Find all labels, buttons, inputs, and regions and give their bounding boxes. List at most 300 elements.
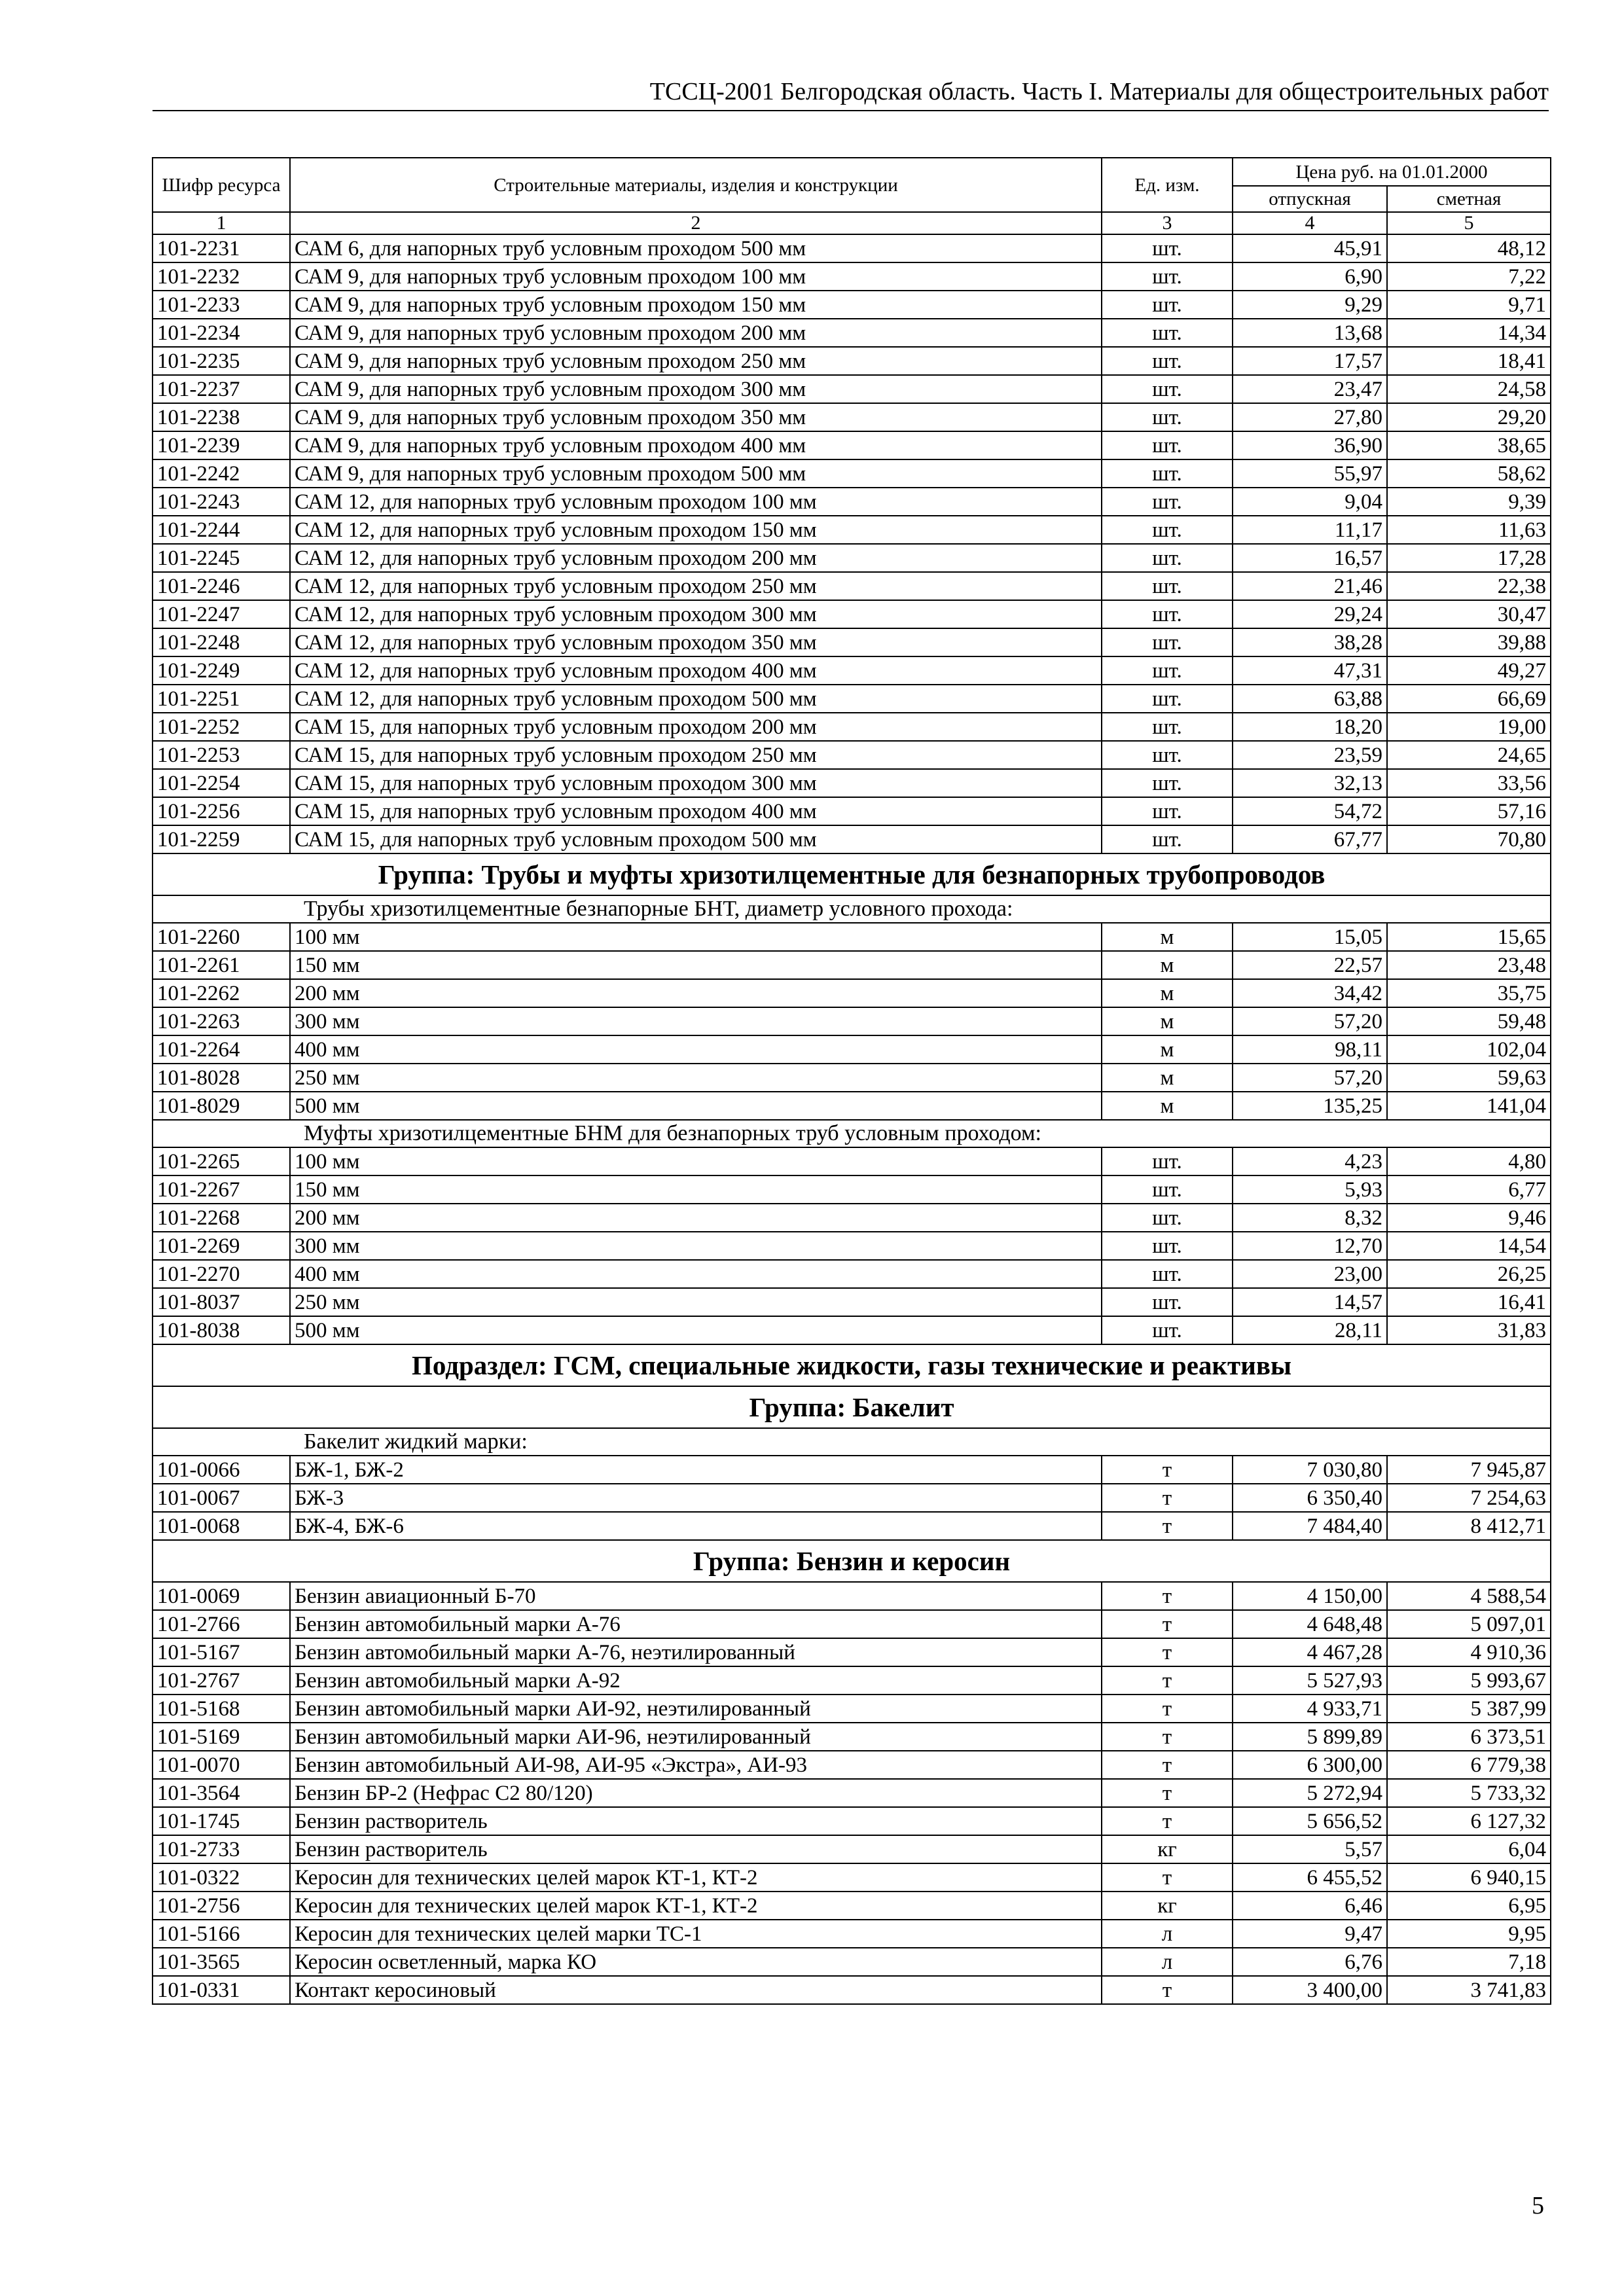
material-name: БЖ-4, БЖ-6 — [290, 1512, 1102, 1540]
resource-code: 101-2248 — [153, 628, 290, 656]
table-row — [153, 1484, 1551, 1512]
unit: т — [1102, 1863, 1233, 1892]
table-row — [153, 979, 1551, 1007]
table-row — [153, 825, 1551, 853]
resource-code: 101-2269 — [153, 1232, 290, 1260]
material-name: САМ 15, для напорных труб условным проходом 400 мм — [290, 797, 1102, 825]
price-release: 8,32 — [1233, 1204, 1387, 1232]
col-header-price-group: Цена руб. на 01.01.2000 — [1233, 158, 1551, 186]
resource-code: 101-2245 — [153, 544, 290, 572]
material-name: САМ 9, для напорных труб условным проходом 300 мм — [290, 375, 1102, 403]
col-header-unit: Ед. изм. — [1102, 158, 1233, 212]
price-estimate: 33,56 — [1387, 769, 1551, 797]
material-name: БЖ-3 — [290, 1484, 1102, 1512]
unit: шт. — [1102, 1204, 1233, 1232]
table-row — [153, 347, 1551, 375]
price-estimate: 48,12 — [1387, 234, 1551, 262]
price-release: 135,25 — [1233, 1092, 1387, 1120]
price-release: 6,46 — [1233, 1892, 1387, 1920]
material-name: САМ 15, для напорных труб условным проходом 500 мм — [290, 825, 1102, 853]
subgroup-heading — [153, 895, 1551, 923]
unit: т — [1102, 1638, 1233, 1666]
resource-code: 101-2265 — [153, 1147, 290, 1175]
material-name: Контакт керосиновый — [290, 1976, 1102, 2004]
price-estimate: 9,71 — [1387, 291, 1551, 319]
unit: шт. — [1102, 459, 1233, 488]
resource-code: 101-2260 — [153, 923, 290, 951]
material-name: САМ 9, для напорных труб условным проходом 400 мм — [290, 431, 1102, 459]
price-release: 36,90 — [1233, 431, 1387, 459]
price-estimate: 7 254,63 — [1387, 1484, 1551, 1512]
price-estimate: 6,95 — [1387, 1892, 1551, 1920]
price-estimate: 70,80 — [1387, 825, 1551, 853]
table-row — [153, 951, 1551, 979]
material-name: 250 мм — [290, 1288, 1102, 1316]
material-name: Бензин авиационный Б-70 — [290, 1582, 1102, 1610]
resource-code: 101-2237 — [153, 375, 290, 403]
resource-code: 101-5168 — [153, 1695, 290, 1723]
price-estimate: 24,65 — [1387, 741, 1551, 769]
table-row — [153, 628, 1551, 656]
price-release: 23,59 — [1233, 741, 1387, 769]
price-release: 6 300,00 — [1233, 1751, 1387, 1779]
resource-code: 101-8038 — [153, 1316, 290, 1344]
unit: шт. — [1102, 825, 1233, 853]
unit: шт. — [1102, 544, 1233, 572]
price-estimate: 22,38 — [1387, 572, 1551, 600]
unit: шт. — [1102, 319, 1233, 347]
unit: шт. — [1102, 685, 1233, 713]
resource-code: 101-0069 — [153, 1582, 290, 1610]
material-name: САМ 12, для напорных труб условным проходом 150 мм — [290, 516, 1102, 544]
table-row — [153, 291, 1551, 319]
table-row — [153, 1920, 1551, 1948]
table-row — [153, 1779, 1551, 1807]
resource-code: 101-0067 — [153, 1484, 290, 1512]
unit: т — [1102, 1484, 1233, 1512]
unit: шт. — [1102, 1147, 1233, 1175]
unit: шт. — [1102, 375, 1233, 403]
table-row — [153, 1092, 1551, 1120]
table-row — [153, 544, 1551, 572]
table-row — [153, 1175, 1551, 1204]
unit: т — [1102, 1512, 1233, 1540]
price-release: 55,97 — [1233, 459, 1387, 488]
resource-code: 101-2270 — [153, 1260, 290, 1288]
price-release: 6,90 — [1233, 262, 1387, 291]
subgroup-heading-text: Трубы хризотилцементные безнапорные БНТ, диаметр условного прохода: — [153, 895, 1551, 923]
price-release: 18,20 — [1233, 713, 1387, 741]
material-name: 250 мм — [290, 1064, 1102, 1092]
material-name: 150 мм — [290, 1175, 1102, 1204]
price-estimate: 15,65 — [1387, 923, 1551, 951]
price-release: 13,68 — [1233, 319, 1387, 347]
price-release: 11,17 — [1233, 516, 1387, 544]
material-name: САМ 9, для напорных труб условным проходом 250 мм — [290, 347, 1102, 375]
material-name: 200 мм — [290, 979, 1102, 1007]
material-name: 100 мм — [290, 1147, 1102, 1175]
resource-code: 101-0322 — [153, 1863, 290, 1892]
price-estimate: 5 733,32 — [1387, 1779, 1551, 1807]
material-name: Керосин для технических целей марок КТ-1, КТ-2 — [290, 1863, 1102, 1892]
unit: т — [1102, 1456, 1233, 1484]
price-release: 9,29 — [1233, 291, 1387, 319]
table-row — [153, 1751, 1551, 1779]
price-estimate: 39,88 — [1387, 628, 1551, 656]
table-row — [153, 1976, 1551, 2004]
price-estimate: 5 097,01 — [1387, 1610, 1551, 1638]
price-release: 5 272,94 — [1233, 1779, 1387, 1807]
resource-code: 101-2235 — [153, 347, 290, 375]
price-estimate: 6,77 — [1387, 1175, 1551, 1204]
price-release: 6,76 — [1233, 1948, 1387, 1976]
table-row — [153, 1723, 1551, 1751]
price-release: 16,57 — [1233, 544, 1387, 572]
resource-code: 101-2242 — [153, 459, 290, 488]
price-release: 63,88 — [1233, 685, 1387, 713]
col-header-price-release: отпускная — [1233, 186, 1387, 212]
unit: шт. — [1102, 516, 1233, 544]
table-row — [153, 234, 1551, 262]
resource-code: 101-5166 — [153, 1920, 290, 1948]
price-release: 9,04 — [1233, 488, 1387, 516]
resource-code: 101-2254 — [153, 769, 290, 797]
price-release: 54,72 — [1233, 797, 1387, 825]
resource-code: 101-2256 — [153, 797, 290, 825]
price-estimate: 57,16 — [1387, 797, 1551, 825]
group-heading — [153, 1386, 1551, 1428]
material-name: САМ 12, для напорных труб условным проходом 100 мм — [290, 488, 1102, 516]
table-row — [153, 1610, 1551, 1638]
unit: шт. — [1102, 1175, 1233, 1204]
group-heading-text: Группа: Трубы и муфты хризотилцементные для безнапорных трубопроводов — [153, 853, 1551, 895]
unit: шт. — [1102, 656, 1233, 685]
unit: шт. — [1102, 262, 1233, 291]
table-row — [153, 488, 1551, 516]
unit: шт. — [1102, 1316, 1233, 1344]
col-number: 5 — [1387, 212, 1551, 234]
resource-code: 101-3565 — [153, 1948, 290, 1976]
resource-code: 101-2259 — [153, 825, 290, 853]
resource-code: 101-2238 — [153, 403, 290, 431]
resource-code: 101-2766 — [153, 1610, 290, 1638]
resource-code: 101-0070 — [153, 1751, 290, 1779]
resource-code: 101-0066 — [153, 1456, 290, 1484]
material-name: САМ 12, для напорных труб условным проходом 250 мм — [290, 572, 1102, 600]
price-release: 6 455,52 — [1233, 1863, 1387, 1892]
table-row — [153, 600, 1551, 628]
material-name: САМ 9, для напорных труб условным проходом 150 мм — [290, 291, 1102, 319]
table-row — [153, 375, 1551, 403]
material-name: 400 мм — [290, 1035, 1102, 1064]
unit: шт. — [1102, 291, 1233, 319]
price-estimate: 8 412,71 — [1387, 1512, 1551, 1540]
price-estimate: 59,48 — [1387, 1007, 1551, 1035]
resource-code: 101-2231 — [153, 234, 290, 262]
col-header-price-estimate: сметная — [1387, 186, 1551, 212]
resource-code: 101-2756 — [153, 1892, 290, 1920]
table-row — [153, 1892, 1551, 1920]
material-name: Бензин растворитель — [290, 1807, 1102, 1835]
subsection-heading-text: Подраздел: ГСМ, специальные жидкости, газы технические и реактивы — [153, 1344, 1551, 1386]
material-name: 500 мм — [290, 1316, 1102, 1344]
material-name: Бензин автомобильный марки А-92 — [290, 1666, 1102, 1695]
price-release: 34,42 — [1233, 979, 1387, 1007]
price-release: 6 350,40 — [1233, 1484, 1387, 1512]
col-number: 1 — [153, 212, 290, 234]
material-name: САМ 12, для напорных труб условным проходом 400 мм — [290, 656, 1102, 685]
unit: м — [1102, 951, 1233, 979]
subgroup-heading — [153, 1120, 1551, 1147]
price-release: 5 899,89 — [1233, 1723, 1387, 1751]
resource-code: 101-8029 — [153, 1092, 290, 1120]
subsection-heading — [153, 1344, 1551, 1386]
price-estimate: 58,62 — [1387, 459, 1551, 488]
unit: шт. — [1102, 572, 1233, 600]
material-name: 500 мм — [290, 1092, 1102, 1120]
table-row — [153, 1232, 1551, 1260]
price-estimate: 6 940,15 — [1387, 1863, 1551, 1892]
unit: т — [1102, 1666, 1233, 1695]
unit: шт. — [1102, 234, 1233, 262]
subgroup-heading — [153, 1428, 1551, 1456]
price-estimate: 5 993,67 — [1387, 1666, 1551, 1695]
table-row — [153, 713, 1551, 741]
table-row — [153, 1035, 1551, 1064]
resource-code: 101-2244 — [153, 516, 290, 544]
page-number: 5 — [1532, 2192, 1544, 2219]
unit: шт. — [1102, 1260, 1233, 1288]
unit: шт. — [1102, 431, 1233, 459]
price-estimate: 11,63 — [1387, 516, 1551, 544]
resource-code: 101-2252 — [153, 713, 290, 741]
unit: м — [1102, 923, 1233, 951]
resource-code: 101-8037 — [153, 1288, 290, 1316]
price-estimate: 3 741,83 — [1387, 1976, 1551, 2004]
price-estimate: 7 945,87 — [1387, 1456, 1551, 1484]
price-estimate: 7,22 — [1387, 262, 1551, 291]
table-row — [153, 769, 1551, 797]
unit: т — [1102, 1723, 1233, 1751]
price-release: 7 030,80 — [1233, 1456, 1387, 1484]
table-row — [153, 1695, 1551, 1723]
subgroup-heading-text: Муфты хризотилцементные БНМ для безнапорных труб условным проходом: — [153, 1120, 1551, 1147]
price-estimate: 4 588,54 — [1387, 1582, 1551, 1610]
table-row — [153, 741, 1551, 769]
price-estimate: 14,54 — [1387, 1232, 1551, 1260]
price-release: 45,91 — [1233, 234, 1387, 262]
table-row — [153, 656, 1551, 685]
price-estimate: 59,63 — [1387, 1064, 1551, 1092]
material-name: САМ 15, для напорных труб условным проходом 200 мм — [290, 713, 1102, 741]
unit: шт. — [1102, 403, 1233, 431]
table-row — [153, 1863, 1551, 1892]
material-name: САМ 9, для напорных труб условным проходом 100 мм — [290, 262, 1102, 291]
resource-code: 101-2261 — [153, 951, 290, 979]
price-release: 14,57 — [1233, 1288, 1387, 1316]
price-release: 28,11 — [1233, 1316, 1387, 1344]
price-estimate: 6 373,51 — [1387, 1723, 1551, 1751]
resource-code: 101-2733 — [153, 1835, 290, 1863]
unit: л — [1102, 1948, 1233, 1976]
unit: шт. — [1102, 1232, 1233, 1260]
unit: т — [1102, 1610, 1233, 1638]
resource-code: 101-2253 — [153, 741, 290, 769]
price-release: 47,31 — [1233, 656, 1387, 685]
material-name: 100 мм — [290, 923, 1102, 951]
price-release: 5,57 — [1233, 1835, 1387, 1863]
price-estimate: 26,25 — [1387, 1260, 1551, 1288]
price-estimate: 6 127,32 — [1387, 1807, 1551, 1835]
table-row — [153, 1316, 1551, 1344]
price-estimate: 14,34 — [1387, 319, 1551, 347]
subgroup-heading-text: Бакелит жидкий марки: — [153, 1428, 1551, 1456]
resource-code: 101-2268 — [153, 1204, 290, 1232]
price-release: 67,77 — [1233, 825, 1387, 853]
material-name: БЖ-1, БЖ-2 — [290, 1456, 1102, 1484]
price-estimate: 7,18 — [1387, 1948, 1551, 1976]
unit: м — [1102, 1035, 1233, 1064]
table-row — [153, 1064, 1551, 1092]
material-name: Бензин автомобильный марки АИ-92, неэтилированный — [290, 1695, 1102, 1723]
price-release: 38,28 — [1233, 628, 1387, 656]
price-estimate: 18,41 — [1387, 347, 1551, 375]
group-heading-text: Группа: Бакелит — [153, 1386, 1551, 1428]
resource-code: 101-2247 — [153, 600, 290, 628]
price-estimate: 19,00 — [1387, 713, 1551, 741]
unit: кг — [1102, 1835, 1233, 1863]
group-heading-text: Группа: Бензин и керосин — [153, 1540, 1551, 1582]
table-row — [153, 923, 1551, 951]
resource-code: 101-2239 — [153, 431, 290, 459]
material-name: Бензин автомобильный марки А-76, неэтилированный — [290, 1638, 1102, 1666]
unit: шт. — [1102, 713, 1233, 741]
resource-code: 101-3564 — [153, 1779, 290, 1807]
unit: шт. — [1102, 797, 1233, 825]
price-release: 21,46 — [1233, 572, 1387, 600]
material-name: Бензин автомобильный марки АИ-96, неэтилированный — [290, 1723, 1102, 1751]
resource-code: 101-5169 — [153, 1723, 290, 1751]
resource-code: 101-0068 — [153, 1512, 290, 1540]
material-name: САМ 12, для напорных труб условным проходом 350 мм — [290, 628, 1102, 656]
col-number: 2 — [290, 212, 1102, 234]
table-row — [153, 262, 1551, 291]
price-estimate: 66,69 — [1387, 685, 1551, 713]
table-row — [153, 319, 1551, 347]
price-estimate: 6 779,38 — [1387, 1751, 1551, 1779]
table-row — [153, 459, 1551, 488]
resource-code: 101-1745 — [153, 1807, 290, 1835]
material-name: САМ 6, для напорных труб условным проходом 500 мм — [290, 234, 1102, 262]
price-estimate: 141,04 — [1387, 1092, 1551, 1120]
unit: т — [1102, 1976, 1233, 2004]
material-name: Керосин для технических целей марки ТС-1 — [290, 1920, 1102, 1948]
price-release: 29,24 — [1233, 600, 1387, 628]
table-row — [153, 572, 1551, 600]
resource-code: 101-2262 — [153, 979, 290, 1007]
material-name: Бензин растворитель — [290, 1835, 1102, 1863]
col-number: 4 — [1233, 212, 1387, 234]
table-row — [153, 1260, 1551, 1288]
resource-code: 101-2233 — [153, 291, 290, 319]
material-name: 400 мм — [290, 1260, 1102, 1288]
table-row — [153, 1948, 1551, 1976]
table-row — [153, 403, 1551, 431]
unit: шт. — [1102, 600, 1233, 628]
price-release: 4 933,71 — [1233, 1695, 1387, 1723]
column-number-row — [153, 212, 1551, 234]
unit: м — [1102, 1007, 1233, 1035]
table-row — [153, 1666, 1551, 1695]
resource-code: 101-2767 — [153, 1666, 290, 1695]
price-release: 4,23 — [1233, 1147, 1387, 1175]
table-row — [153, 797, 1551, 825]
unit: кг — [1102, 1892, 1233, 1920]
table-row — [153, 516, 1551, 544]
material-name: САМ 15, для напорных труб условным проходом 300 мм — [290, 769, 1102, 797]
material-name: 200 мм — [290, 1204, 1102, 1232]
price-estimate: 6,04 — [1387, 1835, 1551, 1863]
col-header-code: Шифр ресурса — [153, 158, 290, 212]
price-estimate: 30,47 — [1387, 600, 1551, 628]
price-estimate: 9,95 — [1387, 1920, 1551, 1948]
unit: т — [1102, 1582, 1233, 1610]
group-heading — [153, 853, 1551, 895]
price-estimate: 49,27 — [1387, 656, 1551, 685]
resource-code: 101-8028 — [153, 1064, 290, 1092]
material-name: САМ 12, для напорных труб условным проходом 300 мм — [290, 600, 1102, 628]
col-number: 3 — [1102, 212, 1233, 234]
price-release: 4 150,00 — [1233, 1582, 1387, 1610]
material-name: САМ 15, для напорных труб условным проходом 250 мм — [290, 741, 1102, 769]
price-estimate: 29,20 — [1387, 403, 1551, 431]
price-release: 12,70 — [1233, 1232, 1387, 1260]
price-release: 5,93 — [1233, 1175, 1387, 1204]
price-release: 4 467,28 — [1233, 1638, 1387, 1666]
price-estimate: 102,04 — [1387, 1035, 1551, 1064]
unit: т — [1102, 1779, 1233, 1807]
table-row — [153, 1835, 1551, 1863]
unit: шт. — [1102, 347, 1233, 375]
price-estimate: 31,83 — [1387, 1316, 1551, 1344]
price-estimate: 23,48 — [1387, 951, 1551, 979]
col-header-name: Строительные материалы, изделия и конструкции — [290, 158, 1102, 212]
table-row — [153, 431, 1551, 459]
resource-code: 101-2249 — [153, 656, 290, 685]
price-release: 3 400,00 — [1233, 1976, 1387, 2004]
table-row — [153, 1456, 1551, 1484]
price-estimate: 16,41 — [1387, 1288, 1551, 1316]
table-row — [153, 1512, 1551, 1540]
resource-code: 101-2263 — [153, 1007, 290, 1035]
material-name: САМ 9, для напорных труб условным проходом 500 мм — [290, 459, 1102, 488]
price-estimate: 5 387,99 — [1387, 1695, 1551, 1723]
resource-code: 101-2246 — [153, 572, 290, 600]
unit: шт. — [1102, 741, 1233, 769]
material-name: 300 мм — [290, 1232, 1102, 1260]
price-table — [152, 157, 1551, 2005]
material-name: САМ 12, для напорных труб условным проходом 200 мм — [290, 544, 1102, 572]
unit: шт. — [1102, 488, 1233, 516]
price-release: 5 656,52 — [1233, 1807, 1387, 1835]
price-release: 57,20 — [1233, 1064, 1387, 1092]
running-header: ТССЦ-2001 Белгородская область. Часть I. Материалы для общестроительных работ — [153, 77, 1549, 111]
price-estimate: 38,65 — [1387, 431, 1551, 459]
price-estimate: 4 910,36 — [1387, 1638, 1551, 1666]
price-release: 9,47 — [1233, 1920, 1387, 1948]
price-estimate: 9,46 — [1387, 1204, 1551, 1232]
price-release: 15,05 — [1233, 923, 1387, 951]
